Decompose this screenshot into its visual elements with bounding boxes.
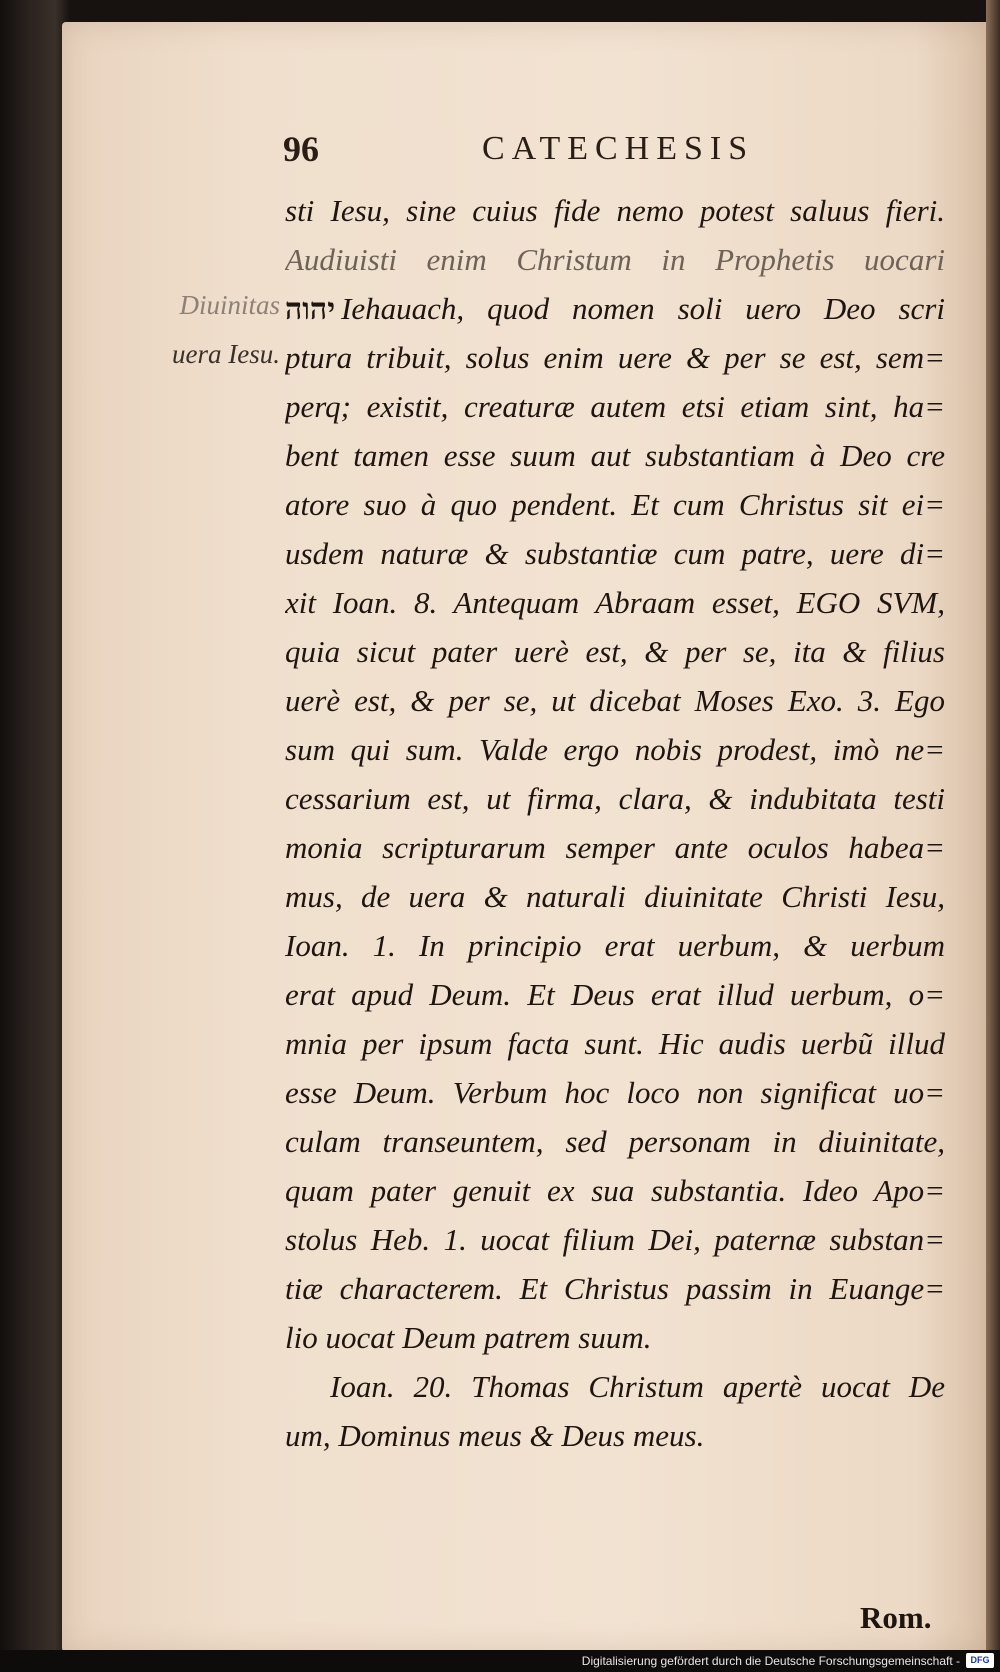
text-line: uerè est, & per se, ut dicebat Moses Exo. 3. Ego — [285, 683, 945, 718]
text-line: erat apud Deum. Et Deus erat illud uerbum, o= — [285, 977, 945, 1012]
digitization-credit: Digitalisierung gefördert durch die Deutsche Forschungsgemeinschaft - — [581, 1654, 960, 1668]
text-line — [285, 284, 945, 333]
dfg-logo[interactable]: DFG — [966, 1653, 994, 1668]
page-edge — [986, 0, 1000, 1672]
text-line: Ioan. 20. Thomas Christum apertè uocat De — [330, 1369, 945, 1404]
text-line: bent tamen esse suum aut substantiam à Deo cre — [285, 438, 945, 473]
running-title: CATECHESIS — [482, 130, 755, 167]
page-number: 96 — [283, 129, 319, 169]
text-line: tiæ characterem. Et Christus passim in Euange= — [285, 1271, 945, 1306]
text-line: quia sicut pater uerè est, & per se, ita & filius — [285, 634, 945, 669]
body-text — [285, 186, 945, 1460]
text-line: um, Dominus meus & Deus meus. — [285, 1418, 705, 1453]
text-line: Audiuisti enim Christum in Prophetis uocari — [285, 242, 945, 277]
text-line: sum qui sum. Valde ergo nobis prodest, imò ne= — [285, 732, 945, 767]
text-line: mus, de uera & naturali diuinitate Christi Iesu, — [285, 879, 945, 914]
text-line: mnia per ipsum facta sunt. Hic audis uerbũ illud — [285, 1026, 945, 1061]
text-line: cessarium est, ut firma, clara, & indubitata testi — [285, 781, 945, 816]
text-line: quam pater genuit ex sua substantia. Ideo Apo= — [285, 1173, 945, 1208]
text-line: stolus Heb. 1. uocat filium Dei, paternæ substan= — [285, 1222, 945, 1257]
text-line: atore suo à quo pendent. Et cum Christus sit ei= — [285, 487, 945, 522]
margin-note-diuinitas: Diuinitas — [179, 290, 280, 320]
text-line-content: Iehauach, quod nomen soli uero Deo scri — [341, 291, 945, 326]
catchword: Rom. — [860, 1600, 932, 1635]
text-line: esse Deum. Verbum hoc loco non significat uo= — [285, 1075, 945, 1110]
text-line: monia scripturarum semper ante oculos habea= — [285, 830, 945, 865]
text-line: usdem naturæ & substantiæ cum patre, uere di= — [285, 536, 945, 571]
text-line: ptura tribuit, solus enim uere & per se est, sem= — [285, 340, 945, 375]
page-header — [0, 128, 1000, 178]
margin-note-uera-iesu: uera Iesu. — [172, 339, 280, 369]
text-line: culam transeuntem, sed personam in diuinitate, — [285, 1124, 945, 1159]
digitization-credit-bar — [0, 1650, 1000, 1672]
text-line: xit Ioan. 8. Antequam Abraam esset, EGO SVM, — [285, 585, 945, 620]
hebrew-tetragrammaton: יהוה — [285, 293, 336, 326]
text-line: perq; existit, creaturæ autem etsi etiam sint, ha= — [285, 389, 945, 424]
text-line: Ioan. 1. In principio erat uerbum, & uerbum — [285, 928, 945, 963]
text-line: lio uocat Deum patrem suum. — [285, 1320, 652, 1355]
text-line: sti Iesu, sine cuius fide nemo potest saluus fieri. — [285, 193, 945, 228]
